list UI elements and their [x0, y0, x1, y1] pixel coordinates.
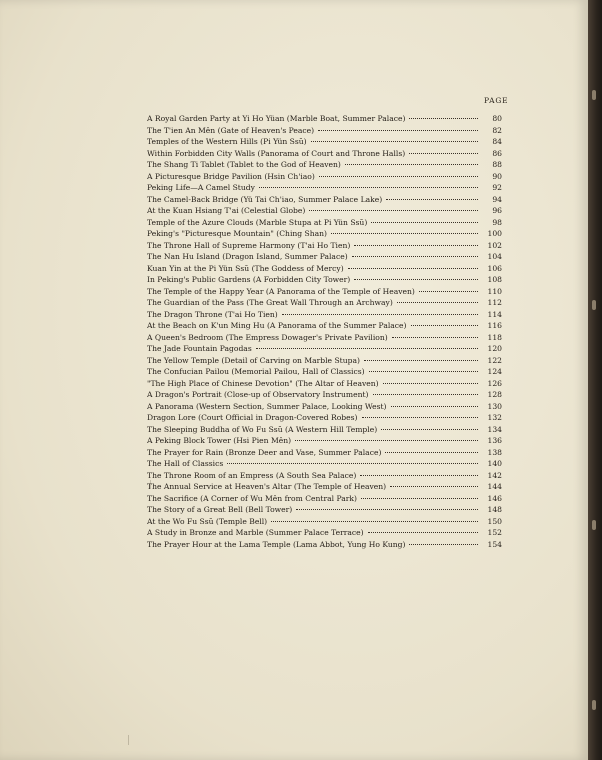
toc-entry-page: 118 [487, 332, 502, 342]
binding-stitch [592, 300, 596, 310]
toc-entry-page: 110 [487, 286, 502, 296]
toc-entry [147, 344, 502, 356]
dot-leader [345, 164, 478, 165]
toc-entry-title: The Story of a Great Bell (Bell Tower) [147, 505, 293, 514]
toc-entry-page: 106 [487, 263, 502, 273]
toc-entry [147, 482, 502, 494]
toc-entry-title: A Royal Garden Party at Yi Ho Yüan (Marble Boat, Summer Palace) [147, 114, 406, 123]
toc-entry [147, 459, 502, 471]
dot-leader [392, 337, 478, 338]
dot-leader [295, 440, 478, 441]
toc-entry-page: 136 [487, 436, 502, 445]
toc-entry-title: Temple of the Azure Clouds (Marble Stupa at Pi Yün Ssŭ) [147, 217, 368, 227]
toc-entry-title: The Annual Service at Heaven's Altar (The Temple of Heaven) [147, 482, 387, 491]
toc-entry-title: Peking Life—A Camel Study [147, 183, 255, 192]
toc-entry-title: The Prayer Hour at the Lama Temple (Lama Abbot, Yung Ho Kung) [147, 539, 406, 549]
toc-entry-title: In Peking's Public Gardens (A Forbidden City Tower) [147, 275, 351, 284]
toc-entry-title: A Dragon's Portrait (Close-up of Observatory Instrument) [147, 390, 369, 399]
toc-entry-title: The Prayer for Rain (Bronze Deer and Vase, Summer Palace) [147, 447, 382, 457]
toc-entry-title: The Nan Hu Island (Dragon Island, Summer Palace) [147, 252, 348, 261]
toc-entry [147, 390, 502, 402]
toc-entry-page: 128 [487, 390, 502, 399]
toc-entry-title: A Picturesque Bridge Pavilion (Hsin Ch'iao) [147, 171, 315, 181]
toc-entry-title: The Throne Room of an Empress (A South Sea Palace) [147, 470, 357, 480]
toc-entry-title: The Sacrifice (A Corner of Wu Mên from Central Park) [147, 493, 357, 503]
toc-entry-page: 144 [487, 482, 502, 491]
toc-entry [147, 333, 502, 345]
binding-stitch [592, 520, 596, 530]
dot-leader [282, 314, 478, 315]
toc-entry-page: 124 [487, 367, 502, 376]
dot-leader [386, 199, 478, 200]
toc-entry [147, 183, 502, 195]
toc-entry-title: The Yellow Temple (Detail of Carving on Marble Stupa) [147, 355, 360, 365]
toc-entry [147, 195, 502, 207]
dot-leader [311, 141, 478, 142]
dot-leader [360, 475, 478, 476]
toc-entry-page: 94 [492, 194, 502, 204]
toc-entry [147, 149, 502, 161]
toc-entry-page: 130 [487, 401, 502, 411]
dot-leader [409, 153, 478, 154]
dot-leader [390, 486, 478, 487]
dot-leader [348, 268, 478, 269]
toc-entry-page: 92 [492, 183, 502, 192]
toc-entry-title: At the Kuan Hsiang T'ai (Celestial Globe) [147, 206, 306, 215]
toc-entry-title: Dragon Lore (Court Official in Dragon-Covered Robes) [147, 413, 358, 422]
toc-entry [147, 172, 502, 184]
toc-entry-page: 82 [492, 125, 502, 135]
toc-entry [147, 517, 502, 529]
toc-entry-page: 80 [492, 114, 502, 123]
dot-leader [296, 509, 478, 510]
toc-entry-title: At the Wo Fu Ssŭ (Temple Bell) [147, 516, 268, 526]
dot-leader [354, 279, 478, 280]
toc-entry-page: 134 [487, 424, 502, 434]
book-binding-edge [588, 0, 602, 760]
toc-entry-page: 152 [487, 528, 502, 537]
toc-entry-title: A Peking Block Tower (Hsi Pien Mên) [147, 436, 292, 445]
dot-leader [227, 463, 478, 464]
toc-entry [147, 367, 502, 379]
toc-entry [147, 540, 502, 552]
toc-entry [147, 241, 502, 253]
toc-entry-title: The Temple of the Happy Year (A Panorama of the Temple of Heaven) [147, 286, 415, 296]
dot-leader [318, 130, 478, 131]
toc-entry-title: The Jade Fountain Pagodas [147, 344, 252, 353]
toc-entry-title: The Sleeping Buddha of Wo Fu Ssŭ (A Western Hill Temple) [147, 424, 378, 434]
toc-entry-page: 104 [487, 252, 502, 261]
toc-entry [147, 218, 502, 230]
toc-entry-page: 120 [487, 344, 502, 353]
toc-entry-title: "The High Place of Chinese Devotion" (The Altar of Heaven) [147, 378, 379, 388]
toc-entry [147, 425, 502, 437]
toc-entry-page: 148 [487, 505, 502, 514]
toc-entry-page: 138 [487, 447, 502, 457]
toc-entry-page: 122 [487, 355, 502, 365]
dot-leader [368, 532, 478, 533]
toc-entry-page: 100 [487, 229, 502, 238]
toc-entry-title: The Guardian of the Pass (The Great Wall Through an Archway) [147, 298, 393, 307]
toc-entry-title: Temples of the Western Hills (Pi Yün Ssŭ) [147, 137, 307, 146]
toc-entry [147, 275, 502, 287]
toc-entry-page: 88 [492, 160, 502, 169]
toc-entry [147, 402, 502, 414]
binding-stitch [592, 700, 596, 710]
toc-entry-title: The Hall of Classics [147, 459, 224, 468]
toc-entry [147, 356, 502, 368]
toc-entry-page: 112 [487, 298, 502, 307]
dot-leader [271, 521, 478, 522]
table-of-contents [147, 114, 502, 551]
toc-entry [147, 160, 502, 172]
toc-entry-title: The Camel-Back Bridge (Yü Tai Ch'iao, Summer Palace Lake) [147, 194, 383, 204]
paper-mark [128, 735, 129, 745]
dot-leader [373, 394, 478, 395]
toc-entry [147, 471, 502, 483]
dot-leader [352, 256, 478, 257]
dot-leader [381, 429, 478, 430]
toc-entry-page: 102 [487, 240, 502, 250]
dot-leader [391, 406, 478, 407]
dot-leader [319, 176, 478, 177]
toc-entry-title: The Throne Hall of Supreme Harmony (T'ai Ho Tien) [147, 240, 351, 250]
toc-entry-page: 108 [487, 275, 502, 284]
dot-leader [397, 302, 478, 303]
toc-entry [147, 137, 502, 149]
toc-entry-title: Within Forbidden City Walls (Panorama of Court and Throne Halls) [147, 148, 406, 158]
toc-entry [147, 494, 502, 506]
toc-entry [147, 264, 502, 276]
toc-entry-title: Peking's "Picturesque Mountain" (Ching Shan) [147, 229, 328, 238]
toc-entry-title: The Shang Ti Tablet (Tablet to the God of Heaven) [147, 160, 341, 169]
toc-entry [147, 379, 502, 391]
dot-leader [369, 371, 478, 372]
toc-entry-title: The Dragon Throne (T'ai Ho Tien) [147, 309, 278, 319]
page-column-label: PAGE [484, 96, 509, 105]
toc-entry [147, 436, 502, 448]
dot-leader [385, 452, 478, 453]
dot-leader [361, 498, 478, 499]
toc-entry [147, 287, 502, 299]
toc-entry-title: The Confucian Pailou (Memorial Pailou, Hall of Classics) [147, 367, 365, 376]
toc-entry-page: 84 [492, 137, 502, 146]
toc-entry-page: 98 [492, 217, 502, 227]
toc-entry [147, 528, 502, 540]
toc-entry-page: 96 [492, 206, 502, 215]
toc-entry [147, 298, 502, 310]
toc-entry-title: Kuan Yin at the Pi Yün Ssŭ (The Goddess of Mercy) [147, 263, 344, 273]
toc-entry-page: 150 [487, 516, 502, 526]
binding-stitch [592, 90, 596, 100]
toc-entry [147, 321, 502, 333]
dot-leader [309, 210, 478, 211]
dot-leader [383, 383, 478, 384]
toc-entry-page: 132 [487, 413, 502, 422]
toc-entry [147, 252, 502, 264]
toc-entry-page: 142 [487, 470, 502, 480]
dot-leader [354, 245, 478, 246]
toc-entry [147, 126, 502, 138]
dot-leader [331, 233, 478, 234]
toc-entry [147, 310, 502, 322]
dot-leader [409, 118, 478, 119]
dot-leader [411, 325, 478, 326]
toc-entry [147, 505, 502, 517]
toc-entry-title: A Queen's Bedroom (The Empress Dowager's Private Pavilion) [147, 332, 388, 342]
toc-entry [147, 229, 502, 241]
toc-entry-title: A Study in Bronze and Marble (Summer Palace Terrace) [147, 528, 364, 537]
dot-leader [409, 544, 478, 545]
toc-entry-title: The T'ien An Mên (Gate of Heaven's Peace) [147, 125, 315, 135]
toc-entry-page: 90 [492, 171, 502, 181]
toc-entry-page: 114 [487, 309, 502, 319]
toc-entry-title: At the Beach on K'un Ming Hu (A Panorama of the Summer Palace) [147, 321, 407, 330]
toc-entry-page: 86 [492, 148, 502, 158]
toc-entry-page: 116 [487, 321, 502, 330]
toc-entry [147, 206, 502, 218]
toc-entry-title: A Panorama (Western Section, Summer Palace, Looking West) [147, 401, 387, 411]
dot-leader [362, 417, 478, 418]
toc-entry [147, 448, 502, 460]
dot-leader [371, 222, 478, 223]
toc-entry [147, 114, 502, 126]
toc-entry-page: 154 [487, 539, 502, 549]
toc-entry-page: 140 [487, 459, 502, 468]
toc-entry-page: 126 [487, 378, 502, 388]
dot-leader [364, 360, 478, 361]
toc-entry-page: 146 [487, 493, 502, 503]
dot-leader [419, 291, 478, 292]
toc-entry [147, 413, 502, 425]
dot-leader [256, 348, 478, 349]
dot-leader [259, 187, 478, 188]
